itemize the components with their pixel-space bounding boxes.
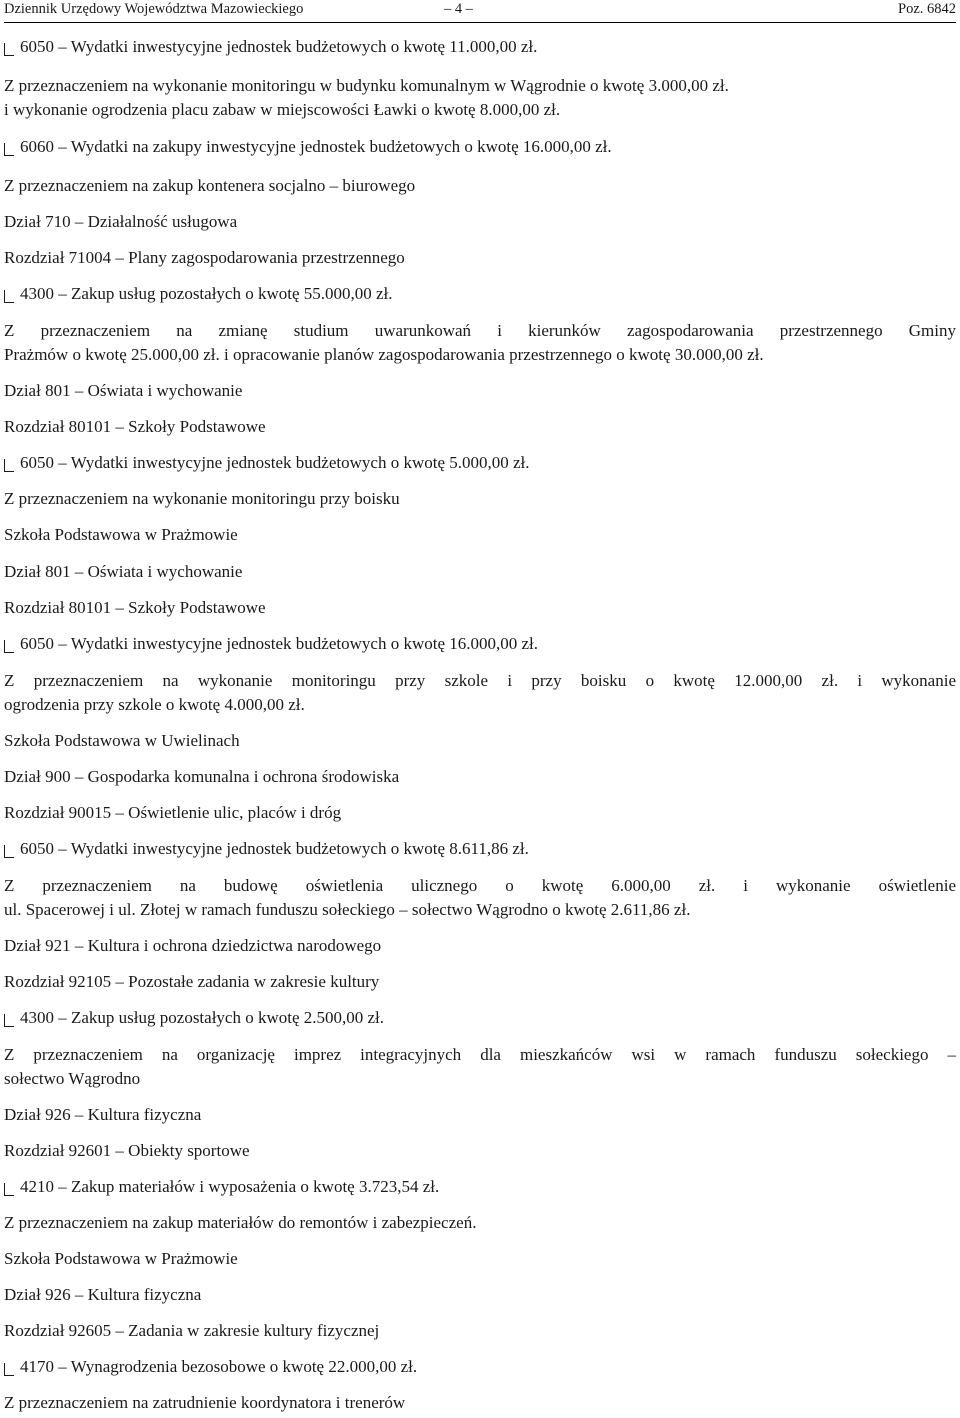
purpose-line: Prażmów o kwotę 25.000,00 zł. i opracowanie planów zagospodarowania przestrzennego o kwotę 30.000,00 zł. bbox=[4, 345, 764, 364]
purpose-line: Z przeznaczeniem na zmianę studium uwarunkowań i kierunków zagospodarowania przestrzennego Gminy bbox=[4, 321, 956, 340]
journal-title: Dziennik Urzędowy Województwa Mazowieckiego bbox=[4, 1, 304, 17]
section-heading: Dział 801 – Oświata i wychowanie bbox=[4, 381, 243, 400]
position-number: Poz. 6842 bbox=[898, 1, 956, 17]
expense-item: 6050 – Wydatki inwestycyjne jednostek budżetowych o kwotę 5.000,00 zł. bbox=[20, 453, 530, 472]
expense-item: 6060 – Wydatki na zakupy inwestycyjne jednostek budżetowych o kwotę 16.000,00 zł. bbox=[20, 137, 612, 156]
chapter-heading: Rozdział 92605 – Zadania w zakresie kultury fizycznej bbox=[4, 1321, 380, 1340]
chapter-heading: Rozdział 92105 – Pozostałe zadania w zakresie kultury bbox=[4, 972, 380, 991]
purpose-line: sołectwo Wągrodno bbox=[4, 1069, 141, 1088]
purpose-line: i wykonanie ogrodzenia placu zabaw w miejscowości Ławki o kwotę 8.000,00 zł. bbox=[4, 100, 561, 119]
purpose-line: Z przeznaczeniem na zatrudnienie koordynatora i trenerów bbox=[4, 1393, 406, 1412]
page-number: – 4 – bbox=[444, 1, 473, 17]
purpose-line: Z przeznaczeniem na budowę oświetlenia ulicznego o kwotę 6.000,00 zł. i wykonanie oświetlenie bbox=[4, 876, 956, 895]
bullet-marker bbox=[4, 40, 16, 62]
bullet-marker bbox=[4, 140, 16, 162]
bullet-marker bbox=[4, 1180, 16, 1202]
section-heading: Dział 900 – Gospodarka komunalna i ochrona środowiska bbox=[4, 767, 400, 786]
school-name: Szkoła Podstawowa w Uwielinach bbox=[4, 731, 240, 750]
bullet-marker bbox=[4, 456, 16, 478]
expense-item: 4300 – Zakup usług pozostałych o kwotę 2.500,00 zł. bbox=[20, 1008, 385, 1027]
section-heading: Dział 710 – Działalność usługowa bbox=[4, 212, 238, 231]
chapter-heading: Rozdział 90015 – Oświetlenie ulic, placów i dróg bbox=[4, 803, 342, 822]
purpose-line: Z przeznaczeniem na wykonanie monitoringu przy szkole i przy boisku o kwotę 12.000,00 zł. i wykonanie bbox=[4, 671, 956, 690]
chapter-heading: Rozdział 71004 – Plany zagospodarowania przestrzennego bbox=[4, 248, 405, 267]
purpose-line: ogrodzenia przy szkole o kwotę 4.000,00 zł. bbox=[4, 695, 305, 714]
expense-item: 4210 – Zakup materiałów i wyposażenia o kwotę 3.723,54 zł. bbox=[20, 1177, 440, 1196]
expense-item: 6050 – Wydatki inwestycyjne jednostek budżetowych o kwotę 8.611,86 zł. bbox=[20, 839, 529, 858]
expense-item: 4170 – Wynagrodzenia bezosobowe o kwotę 22.000,00 zł. bbox=[20, 1357, 418, 1376]
chapter-heading: Rozdział 80101 – Szkoły Podstawowe bbox=[4, 417, 266, 436]
school-name: Szkoła Podstawowa w Prażmowie bbox=[4, 1249, 238, 1268]
purpose-line: Z przeznaczeniem na wykonanie monitoringu w budynku komunalnym w Wągrodnie o kwotę 3.000,00 zł. bbox=[4, 76, 729, 95]
chapter-heading: Rozdział 80101 – Szkoły Podstawowe bbox=[4, 598, 266, 617]
bullet-marker bbox=[4, 1360, 16, 1382]
bullet-marker bbox=[4, 637, 16, 659]
expense-item: 6050 – Wydatki inwestycyjne jednostek budżetowych o kwotę 16.000,00 zł. bbox=[20, 634, 539, 653]
section-heading: Dział 921 – Kultura i ochrona dziedzictwa narodowego bbox=[4, 936, 382, 955]
expense-item: 4300 – Zakup usług pozostałych o kwotę 55.000,00 zł. bbox=[20, 284, 393, 303]
purpose-line: ul. Spacerowej i ul. Złotej w ramach funduszu sołeckiego – sołectwo Wągrodno o kwotę 2.611,86 zł. bbox=[4, 900, 691, 919]
purpose-line: Z przeznaczeniem na wykonanie monitoringu przy boisku bbox=[4, 489, 400, 508]
expense-item: 6050 – Wydatki inwestycyjne jednostek budżetowych o kwotę 11.000,00 zł. bbox=[20, 37, 538, 56]
purpose-line: Z przeznaczeniem na organizację imprez integracyjnych dla mieszkańców wsi w ramach funduszu sołeckiego – bbox=[4, 1045, 956, 1064]
section-heading: Dział 926 – Kultura fizyczna bbox=[4, 1285, 202, 1304]
section-heading: Dział 926 – Kultura fizyczna bbox=[4, 1105, 202, 1124]
chapter-heading: Rozdział 92601 – Obiekty sportowe bbox=[4, 1141, 250, 1160]
purpose-line: Z przeznaczeniem na zakup kontenera socjalno – biurowego bbox=[4, 176, 416, 195]
bullet-marker bbox=[4, 287, 16, 309]
bullet-marker bbox=[4, 842, 16, 864]
purpose-line: Z przeznaczeniem na zakup materiałów do remontów i zabezpieczeń. bbox=[4, 1213, 477, 1232]
bullet-marker bbox=[4, 1011, 16, 1033]
section-heading: Dział 801 – Oświata i wychowanie bbox=[4, 562, 243, 581]
page-header bbox=[4, 0, 956, 23]
school-name: Szkoła Podstawowa w Prażmowie bbox=[4, 525, 238, 544]
